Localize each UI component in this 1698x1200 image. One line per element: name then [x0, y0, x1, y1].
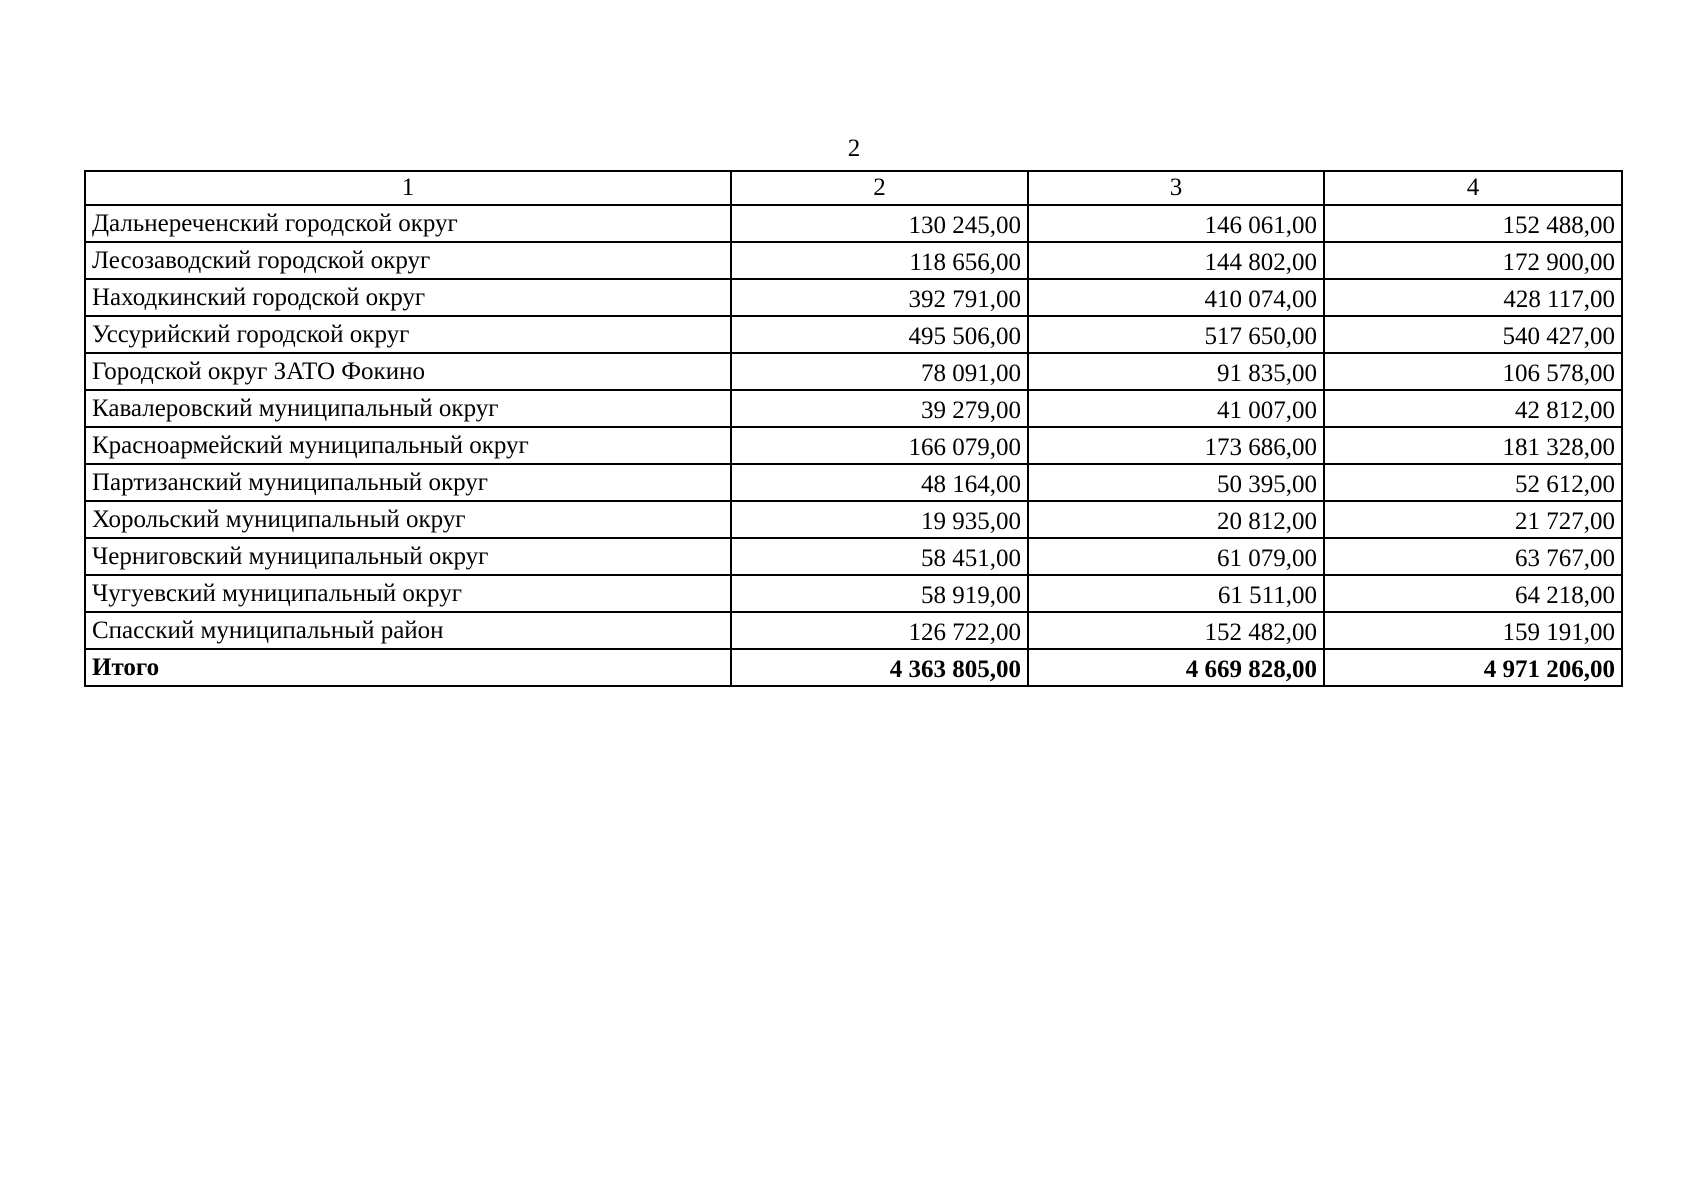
table-row	[85, 205, 1622, 242]
value-col-3: 41 007,00	[1028, 390, 1324, 427]
column-header: 1	[85, 171, 731, 205]
value-col-4: 63 767,00	[1324, 538, 1622, 575]
value-col-4: 152 488,00	[1324, 205, 1622, 242]
value-col-2: 130 245,00	[731, 205, 1028, 242]
value-col-2: 58 451,00	[731, 538, 1028, 575]
table-row	[85, 612, 1622, 649]
table-row	[85, 353, 1622, 390]
value-col-4: 42 812,00	[1324, 390, 1622, 427]
table-row	[85, 575, 1622, 612]
municipality-name: Уссурийский городской округ	[85, 316, 731, 353]
value-col-2: 48 164,00	[731, 464, 1028, 501]
value-col-4: 181 328,00	[1324, 427, 1622, 464]
total-col-4: 4 971 206,00	[1324, 649, 1622, 686]
total-row	[85, 649, 1622, 686]
municipality-name: Городской округ ЗАТО Фокино	[85, 353, 731, 390]
value-col-4: 428 117,00	[1324, 279, 1622, 316]
value-col-3: 61 079,00	[1028, 538, 1324, 575]
value-col-4: 64 218,00	[1324, 575, 1622, 612]
value-col-4: 21 727,00	[1324, 501, 1622, 538]
table-row	[85, 427, 1622, 464]
municipality-name: Партизанский муниципальный округ	[85, 464, 731, 501]
municipality-name: Красноармейский муниципальный округ	[85, 427, 731, 464]
value-col-3: 173 686,00	[1028, 427, 1324, 464]
table-row	[85, 501, 1622, 538]
municipality-name: Кавалеровский муниципальный округ	[85, 390, 731, 427]
table-row	[85, 390, 1622, 427]
value-col-3: 91 835,00	[1028, 353, 1324, 390]
page-number: 2	[847, 135, 861, 162]
value-col-2: 19 935,00	[731, 501, 1028, 538]
value-col-3: 61 511,00	[1028, 575, 1324, 612]
value-col-2: 78 091,00	[731, 353, 1028, 390]
municipality-name: Чугуевский муниципальный округ	[85, 575, 731, 612]
municipality-name: Дальнереченский городской округ	[85, 205, 731, 242]
municipality-name: Спасский муниципальный район	[85, 612, 731, 649]
table-row	[85, 316, 1622, 353]
municipality-name: Черниговский муниципальный округ	[85, 538, 731, 575]
value-col-4: 159 191,00	[1324, 612, 1622, 649]
total-col-2: 4 363 805,00	[731, 649, 1028, 686]
value-col-2: 495 506,00	[731, 316, 1028, 353]
value-col-3: 20 812,00	[1028, 501, 1324, 538]
header-row	[85, 171, 1622, 205]
value-col-4: 106 578,00	[1324, 353, 1622, 390]
value-col-3: 517 650,00	[1028, 316, 1324, 353]
municipality-name: Лесозаводский городской округ	[85, 242, 731, 279]
total-label: Итого	[85, 649, 731, 686]
value-col-2: 126 722,00	[731, 612, 1028, 649]
value-col-3: 50 395,00	[1028, 464, 1324, 501]
column-header: 3	[1028, 171, 1324, 205]
value-col-3: 410 074,00	[1028, 279, 1324, 316]
table-row	[85, 242, 1622, 279]
value-col-2: 392 791,00	[731, 279, 1028, 316]
municipality-name: Находкинский городской округ	[85, 279, 731, 316]
municipality-name: Хорольский муниципальный округ	[85, 501, 731, 538]
value-col-2: 58 919,00	[731, 575, 1028, 612]
table-row	[85, 464, 1622, 501]
value-col-4: 52 612,00	[1324, 464, 1622, 501]
column-header: 2	[731, 171, 1028, 205]
value-col-3: 152 482,00	[1028, 612, 1324, 649]
value-col-2: 118 656,00	[731, 242, 1028, 279]
data-table	[84, 170, 1623, 687]
column-header: 4	[1324, 171, 1622, 205]
value-col-2: 166 079,00	[731, 427, 1028, 464]
value-col-3: 144 802,00	[1028, 242, 1324, 279]
value-col-2: 39 279,00	[731, 390, 1028, 427]
table-row	[85, 538, 1622, 575]
total-col-3: 4 669 828,00	[1028, 649, 1324, 686]
value-col-4: 172 900,00	[1324, 242, 1622, 279]
table-row	[85, 279, 1622, 316]
value-col-3: 146 061,00	[1028, 205, 1324, 242]
value-col-4: 540 427,00	[1324, 316, 1622, 353]
